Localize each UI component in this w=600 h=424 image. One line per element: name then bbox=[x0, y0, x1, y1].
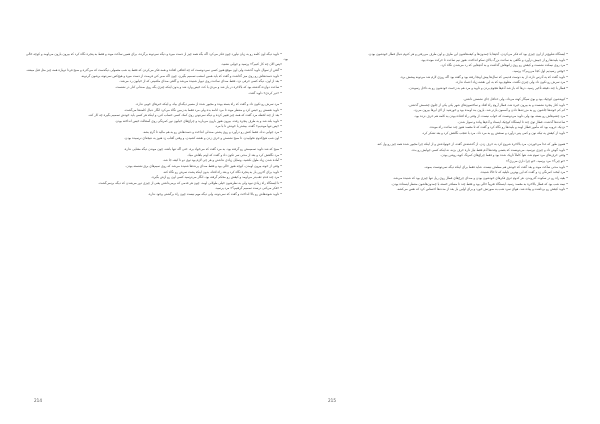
paragraph: • مرد سرش رو تکون داد ولی چیزی نگفت. معلوم بود که به این نقشه زیاد اعتماد نداره. bbox=[455, 80, 568, 85]
paragraph: • ساعت دوازده گذشته بود که بالاخره در باز شد و مردی با کت خیس وارد شد و بدون اینکه چیزی بگه روی صندلی کنار در نشست. bbox=[115, 85, 282, 90]
paragraph: • «دیر کردی» داوید گفت. bbox=[248, 90, 282, 95]
paragraph: • بعد از چند لحظه مرد گفت که همه چیز تغییر کرده و دیگه نمی‌تونن روی کمک کسی حساب کنن، و اینکه هر کسی باید خودش تصمیم بگیره چه کار کنه. bbox=[88, 113, 282, 118]
section-gap bbox=[312, 91, 574, 96]
paragraph: • داوید مدتی ساکت موند و بعد گفت که خودش هم مطمئن نیست، شاید فقط برای اینکه دیگه نمی‌تونست بمونه. bbox=[424, 164, 568, 169]
paragraph: • وقتی حرف‌های مرد تموم شد، هوا کاملاً تاریک شده بود و فقط چراغ‌های کمرنگ کوپه روشن بودن. bbox=[440, 153, 568, 158]
section-gap bbox=[312, 137, 574, 142]
paragraph: • مرد نگاهش کرد و بعد از مدتی سر تکون داد و گفت که اونم باهاش میاد. bbox=[187, 152, 282, 157]
paragraph: • بقیه راه رو در سکوت گذروندن. هر کدوم غرق فکرهای خودشون بودن و صدای چرخ‌های قطار روی ریل تنها چیزی بود که شنیده می‌شد. bbox=[392, 176, 568, 180]
paragraph: • داوید برای آخرین بار به پنجره نگاه کرد و بعد راه افتاد، بدون اینکه پشت سرش رو نگاه کنه. bbox=[162, 169, 282, 174]
paragraph: • نیمه شب بود که قطار بالاخره به مقصد رسید. ایستگاه تقریباً خالی بود و فقط چند تا مسافر خسته با چمدون‌هاشون منتظر ایستاده بودن. bbox=[391, 181, 568, 186]
section-gap bbox=[26, 96, 288, 101]
right-page bbox=[312, 52, 574, 388]
paragraph: • آماده شدن زیاد طول نکشید. وسایل زیادی نداشتن و هر چی لازم بود توی دو تا کیف جا شد. bbox=[162, 158, 282, 163]
paragraph: • داوید گوش داد و چیزی نپرسید. می‌دونست که بعضی وقت‌ها آدم فقط نیاز داره حرف بزنه، نه اینکه کسی جوابش رو بده. bbox=[411, 147, 568, 152]
paragraph: • ایستگاه شلوغ‌تر از اون چیزی بود که فکر می‌کردن. آدم‌ها با چمدون‌ها و کیف‌هاشون این طرف و اون طرف می‌رفتن و هر کدوم دنبال قطار خودشون بودن. bbox=[368, 52, 568, 56]
paragraph: • اون شب هیچ‌کدوم نخوابیدن. تا صبح نشستن و حرف زدن و نقشه کشیدن، و وقتی آفتاب زد هنوز به نتیجه‌ای نرسیده بودن. bbox=[124, 135, 282, 140]
paragraph: • کم کم خونه‌ها جاشون رو به مزرعه‌ها دادن و آسمون بازتر شد. بارون بند اومده بود و خورشید از لای ابرها بیرون می‌زد. bbox=[413, 108, 568, 113]
left-page bbox=[26, 52, 288, 388]
paragraph: • بعد از اون، دیگه کسی حرفی نزد. فقط صدای ساعت روی دیوار شنیده می‌شد و گاهی صدای ماشینی که از خیابون رد می‌شد. bbox=[119, 79, 282, 84]
paragraph: • داوید بلیت‌ها رو از جیبش درآورد و نگاهی به ساعت بزرگ بالای سکو انداخت. هنوز نیم ساعت تا حرکت مونده بود. bbox=[420, 57, 568, 62]
paragraph: • مرد روی نیمکت نشست و کیفش رو روی زانوهاش گذاشت و به آدم‌هایی که رد می‌شدن نگاه کرد. bbox=[440, 63, 568, 68]
paragraph: • قطار با چند دقیقه تأخیر رسید. درها که باز شد آدم‌ها هجوم بردن و داوید و مرد هم به زحمت خودشون رو به داخل رسوندن. bbox=[408, 85, 568, 90]
right-page-text bbox=[312, 52, 574, 192]
right-page-number: 215 bbox=[328, 398, 336, 403]
paragraph: «پس الان چه کار کنیم؟» پرسید و جوابی نشنید. bbox=[221, 62, 282, 67]
paragraph: • مرد جوابی نداد. فقط کتش رو درآورد و روی پشتی صندلی انداخت و دست‌هاش رو به هم مالید تا گرم بشه. bbox=[142, 130, 282, 135]
paragraph: • کوپه‌شون کوچیک بود و بوی سیگار کهنه می‌داد، ولی حداقل جای نشستن داشتن. bbox=[463, 97, 568, 102]
paragraph: • «فکر می‌کنی درست تصمیم گرفتیم؟» مرد پرسید. bbox=[214, 186, 282, 191]
paragraph: • داوید کیفش رو برداشت و پیاده شد. هوای سرد شب به صورتش خورد و برای اولین بار بعد از مدت‌ها احساس کرد که نفس می‌کشه. bbox=[396, 187, 568, 192]
paragraph: • داوید دیگه اون کلمه رو به زبان نیاورد چون فکر می‌کرد اگه بگه همه چیز از دست میره و دیگه نمی‌تونه برگرده، برای همین ساکت موند و فقط به پنجره نگاه کرد که بیرون بارون می‌اومد و کوچه خالی بود. bbox=[26, 52, 288, 61]
paragraph: • مرد چند قدم عقب‌تر می‌اومد و کیفش رو محکم گرفته بود، انگار می‌ترسید کسی اون رو ازش بگیره. bbox=[151, 175, 282, 180]
paragraph: • نزدیک غروب بود که مأمور قطار اومد و بلیت‌ها رو نگاه کرد و گفت که تا مقصد هنوز چند ساعت راه مونده. bbox=[429, 125, 568, 130]
paragraph: • داوید کنار پنجره نشست و به بیرون خیره شد. قطار آروم راه افتاد و ساختمون‌های شهر یکی یکی از جلوی چشمش گذشتن. bbox=[408, 102, 568, 107]
paragraph: • داوید شونه‌هاش رو بالا انداخت و گفت که نمی‌دونه، ولی دیگه مهم نیست چون راه برگشتی وجود نداره. bbox=[147, 192, 282, 197]
paragraph: • داوید گفت که یه آدرس داره، از یه دوست قدیمی که سال‌ها پیش اونجا رفته بود و گفته بود اگه روزی لازم شد می‌تونه پیشش بره. bbox=[400, 74, 568, 79]
left-page-number: 214 bbox=[34, 398, 42, 403]
paragraph: • مرد لبخند کمرنگی زد و گفت که این بهترین دلیلیه که تا حالا شنیده. bbox=[480, 170, 568, 175]
paragraph: • داوید دست‌هاش رو روی میز گذاشت و گفت که باید همین امشب تصمیم بگیرن، چون اگه صبر کنن فرصت از دست میره و هیچ‌کس نمی‌تونه برشون گردونه. bbox=[80, 73, 282, 78]
paragraph: • مرد چشم‌هاش رو بسته بود ولی داوید می‌دونست که خواب نیست. از وقتی راه افتاده بودن یه کلمه هم حرف نزده بود. bbox=[414, 114, 568, 118]
left-page-text bbox=[26, 52, 288, 197]
paragraph: • تا ایستگاه راه زیادی نبود ولی به نظرشون خیلی طولانی اومد، چون هر قدمی که برمی‌داشتن یعنی از چیزی دور می‌شدن که دیگه برنمی‌گشت. bbox=[98, 180, 282, 185]
paragraph: • وقتی از خونه بیرون اومدن، کوچه هنوز خالی بود و فقط صدای پرنده‌ها شنیده می‌شد که روی سیم‌های برق نشسته بودن. bbox=[125, 163, 282, 168]
paragraph: • «تو چی؟» مرد پرسید. «تو چرا داری می‌ری؟» bbox=[505, 159, 568, 164]
paragraph: • ساعت‌ها گذشت. قطار توی چند تا ایستگاه کوچیک ایستاد و آدم‌ها پیاده و سوار شدن. bbox=[457, 119, 568, 124]
paragraph: • داوید نفسش رو حبس کرد و منتظر موند تا مرد ادامه بده ولی مرد فقط به زمین نگاه می‌کرد انگار دنبال کلمه‌ها می‌گشت. bbox=[123, 107, 282, 112]
paragraph: • داوید از کیفش یه تیکه نون و کمی پنیر درآورد و نصفش رو به مرد داد. مرد با تعجب نگاهش کرد و بعد تشکر کرد. bbox=[421, 130, 568, 135]
paragraph: • «وقتی رسیدیم اول کجا می‌ریم؟» پرسید. bbox=[512, 68, 568, 73]
paragraph: • داوید بلند شد و به طرف پنجره رفت. بیرون هنوز بارون می‌بارید و چراغ‌های خیابون نور کمرنگی روی آسفالت خیس انداخته بودن. bbox=[114, 118, 282, 123]
paragraph: • صبح که شد داوید تصمیمش رو گرفته بود. به مرد گفت که می‌خواد بره، حتی اگه تنها باشه، چون موندن دیگه معنایی نداره. bbox=[123, 147, 282, 151]
paragraph: • «پس تنها موندیم» گفت، بیشتر با خودش تا با مرد. bbox=[214, 124, 282, 129]
section-gap bbox=[26, 141, 288, 146]
paragraph: • گفتن از سوال داوید گذشت ولی اون موقع هنوز کسی نمی‌دونست که چه اتفاقی افتاده و همه فکر می‌کردن که فقط یه شب معمولی دیگه‌ست که می‌گذره و صبح فردا دوباره همه چیز مثل قبل میشه. bbox=[26, 68, 282, 73]
paragraph: • همون طور که غذا می‌خوردن، مرد بالاخره شروع کرد به حرف زدن. از گذشته‌ش گفت، از خونواده‌ش و از اینکه چرا مجبور شده همه چیز رو ول کنه. bbox=[376, 142, 568, 147]
paragraph: • مرد سرش رو تکون داد و گفت که راه بسته بوده و مجبور شده از مسیر دیگه‌ای بیاد، و اینکه خبرهای خوبی نداره. bbox=[135, 101, 282, 106]
